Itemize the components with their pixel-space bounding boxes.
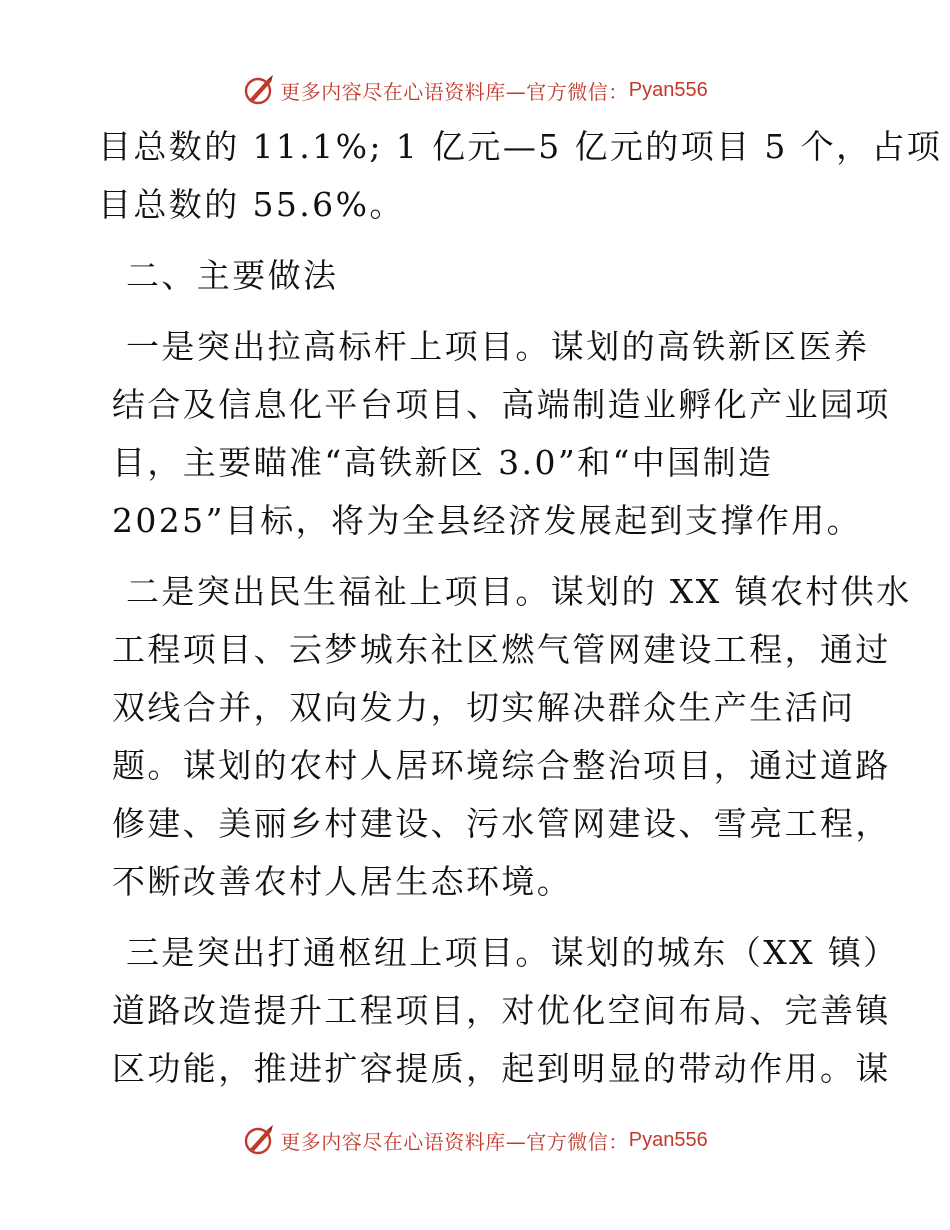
section-heading-text: 二、主要做法	[126, 256, 339, 295]
footer-banner-id: Pyan556	[628, 1128, 708, 1151]
text-line: 区功能，推进扩容提质，起到明显的带动作用。谋	[112, 1049, 891, 1088]
text-line: 不断改善农村人居生态环境。	[112, 862, 573, 901]
text-line: 目总数的 11.1%; 1 亿元—5 亿元的项目 5 个，占项	[98, 127, 943, 166]
footer-banner-text: 更多内容尽在心语资料库—官方微信：	[280, 1129, 629, 1154]
document-body	[98, 118, 943, 1111]
paragraph-point-three	[98, 924, 899, 1098]
header-watermark-banner	[0, 70, 950, 110]
footer-watermark-banner	[0, 1120, 950, 1160]
text-line: 一是突出拉高标杆上项目。谋划的高铁新区医养	[126, 327, 870, 366]
paragraph-continuation	[98, 118, 943, 234]
text-line: 双线合并，双向发力，切实解决群众生产生活问	[112, 688, 856, 727]
header-banner-id: Pyan556	[628, 78, 708, 101]
text-line: 三是突出打通枢纽上项目。谋划的城东（XX 镇）	[126, 933, 899, 972]
paragraph-point-one	[98, 318, 891, 550]
quill-logo-icon	[242, 73, 276, 107]
text-line: 工程项目、云梦城东社区燃气管网建设工程，通过	[112, 630, 891, 669]
text-line: 目总数的 55.6%。	[98, 185, 405, 224]
text-line: 道路改造提升工程项目，对优化空间布局、完善镇	[112, 991, 891, 1030]
text-line: 题。谋划的农村人居环境综合整治项目，通过道路	[112, 746, 891, 785]
quill-logo-icon	[242, 1123, 276, 1157]
paragraph-point-two	[98, 563, 912, 911]
text-line: 二是突出民生福祉上项目。谋划的 XX 镇农村供水	[126, 572, 912, 611]
section-heading	[98, 247, 854, 305]
text-line: 2025”目标，将为全县经济发展起到支撑作用。	[112, 501, 863, 540]
text-line: 结合及信息化平台项目、高端制造业孵化产业园项	[112, 385, 891, 424]
header-banner-text: 更多内容尽在心语资料库—官方微信：	[280, 79, 629, 104]
text-line: 目，主要瞄准“高铁新区 3.0”和“中国制造	[112, 443, 774, 482]
text-line: 修建、美丽乡村建设、污水管网建设、雪亮工程，	[112, 804, 891, 843]
